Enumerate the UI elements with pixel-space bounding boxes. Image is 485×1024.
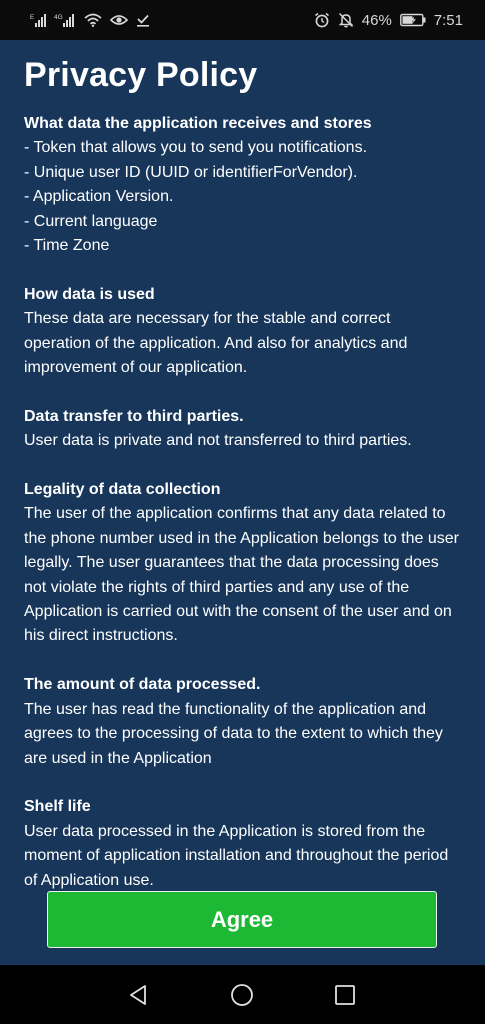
status-bar-left xyxy=(30,13,150,27)
section-heading: Data transfer to third parties. xyxy=(24,407,244,425)
page-title: Privacy Policy xyxy=(24,56,258,94)
alarm-icon xyxy=(314,12,330,28)
signal-4g-icon xyxy=(54,13,76,27)
svg-text:E: E xyxy=(30,15,35,21)
section-heading: What data the application receives and stores xyxy=(24,115,372,132)
section-text: User data processed in the Application is stored from the moment of application installation and throughout the period of Application use. xyxy=(24,822,449,889)
battery-percent: 46% xyxy=(361,11,392,29)
clock-time: 7:51 xyxy=(433,11,463,29)
privacy-policy-screen xyxy=(0,40,485,965)
section-text: User data is private and not transferred to third parties. xyxy=(24,432,412,450)
section-text: The user of the application confirms that any data related to the phone number used in the Application belongs to the user legally. The user guarantees that the data processing does not violate the rights of third parties and any use of the Application is carried out with the consent of the user and on his direct instructions. xyxy=(24,505,459,645)
policy-section-data-usage xyxy=(24,283,460,381)
section-heading: How data is used xyxy=(24,285,155,303)
recents-icon[interactable] xyxy=(333,983,357,1007)
status-bar xyxy=(0,0,485,40)
status-bar-right xyxy=(314,12,463,29)
download-done-icon xyxy=(136,13,150,27)
policy-section-legality xyxy=(24,478,460,649)
notifications-off-icon xyxy=(338,12,354,28)
policy-section-data-collected xyxy=(24,112,460,258)
section-text: The user has read the functionality of the application and agrees to the processing of data to the extent to which they are used in the Application xyxy=(24,700,443,767)
policy-scroll-area[interactable] xyxy=(24,112,460,889)
home-icon[interactable] xyxy=(230,983,254,1007)
policy-section-third-parties xyxy=(24,405,460,454)
list-item: - Unique user ID (UUID or identifierForVendor). xyxy=(24,163,358,181)
section-heading: Shelf life xyxy=(24,798,91,816)
network-label: 4G xyxy=(54,14,63,21)
list-item: - Time Zone xyxy=(24,237,110,255)
policy-section-shelf-life xyxy=(24,795,460,893)
section-heading: The amount of data processed. xyxy=(24,676,261,694)
signal-icon xyxy=(30,13,46,27)
battery-icon xyxy=(400,13,426,27)
eye-icon xyxy=(110,13,128,27)
navigation-bar xyxy=(0,965,485,1024)
section-heading: Legality of data collection xyxy=(24,481,221,499)
list-item: - Application Version. xyxy=(24,188,174,206)
list-item: - Token that allows you to send you notifications. xyxy=(24,139,368,157)
list-item: - Current language xyxy=(24,212,158,230)
agree-button[interactable]: Agree xyxy=(47,891,437,948)
back-icon[interactable] xyxy=(127,983,151,1007)
wifi-icon xyxy=(84,13,102,27)
section-text: These data are necessary for the stable and correct operation of the application. And also for analytics and improvement of our application. xyxy=(24,310,408,377)
policy-section-data-amount xyxy=(24,673,460,771)
